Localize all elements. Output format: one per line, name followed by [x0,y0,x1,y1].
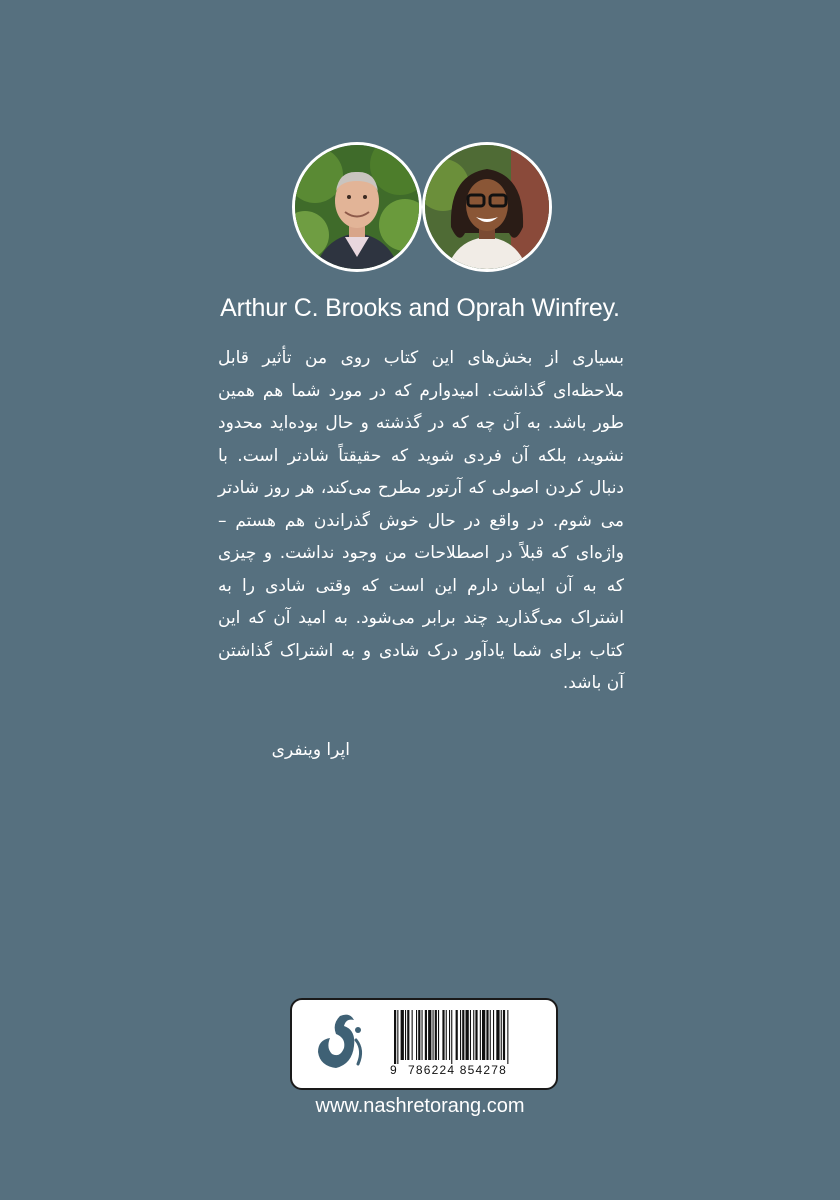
barcode-bar [397,1010,398,1064]
barcode-bar [433,1010,434,1060]
publisher-website: www.nashretorang.com [315,1095,525,1117]
endorsement-quote: بسیاری از بخش‌های این کتاب روی من تأثیر قابل ملاحظه‌ای گذاشت. امیدوارم که در مورد شما هم همین طور باشد. به آن چه که در گذشته و حال بوده‌اید محدود نشوید، بلکه آن فردی شوید که حقیقتاً شادتر است. با دنبال کردن اصولی که آرتور مطرح می‌کند، هر روز شادتر می شوم. در واقع در حال خوش گذراندن هم هستم –واژه‌ای که قبلاً در اصطلاحات من وجود نداشت. و چیزی که به آن ایمان دارم این است که وقتی شادی را به اشتراک می‌گذارید چند برابر می‌شود. به امید آن که این کتاب برای شما یادآور درک شادی و به اشتراک گذاشتن آن باشد. [218,348,624,693]
oprah-winfrey-photo [422,142,552,272]
barcode-bar [460,1010,461,1060]
barcode-bar [470,1010,471,1060]
publisher-logo-icon [310,1010,368,1076]
barcode-bar [407,1010,409,1060]
barcode-bar [451,1010,452,1064]
barcode-bar [438,1010,439,1060]
barcode-bar [456,1010,458,1060]
barcode-bar [416,1010,417,1060]
barcode-bar [503,1010,505,1060]
arthur-brooks-photo [292,142,422,272]
barcode-bar [496,1010,499,1060]
barcode-bar [473,1010,474,1060]
barcode-bar [412,1010,413,1060]
quote-signature: اپرا وینفری [271,740,350,760]
barcode-bar [486,1010,488,1060]
barcode-bar [482,1010,485,1060]
barcode-bar [425,1010,427,1060]
author-portraits [292,142,556,272]
barcode-bar [490,1010,491,1060]
barcode-bar [466,1010,469,1060]
barcode-digits: 786224 854278 [408,1063,508,1077]
barcode-bar [418,1010,420,1060]
barcode-bar [507,1010,508,1064]
barcode-bar [493,1010,494,1060]
barcode-bar [442,1010,444,1060]
barcode-bar [449,1010,450,1060]
isbn-barcode [394,1010,544,1064]
barcode-bar [435,1010,437,1060]
barcode-bar [394,1010,396,1064]
authors-caption: Arthur C. Brooks and Oprah Winfrey. [220,294,620,322]
author-photo-icon [425,145,549,269]
barcode-bar [462,1010,464,1060]
barcode-bar [446,1010,447,1060]
barcode-lead-digit: 9 [390,1063,397,1077]
barcode-panel [290,998,558,1090]
barcode-bar [480,1010,481,1060]
barcode-bar [405,1010,406,1060]
barcode-bar [475,1010,477,1060]
barcode-bar [422,1010,423,1060]
author-photo-icon [295,145,419,269]
barcode-bar [428,1010,431,1060]
barcode-bar [501,1010,502,1060]
barcode-bar [401,1010,404,1060]
